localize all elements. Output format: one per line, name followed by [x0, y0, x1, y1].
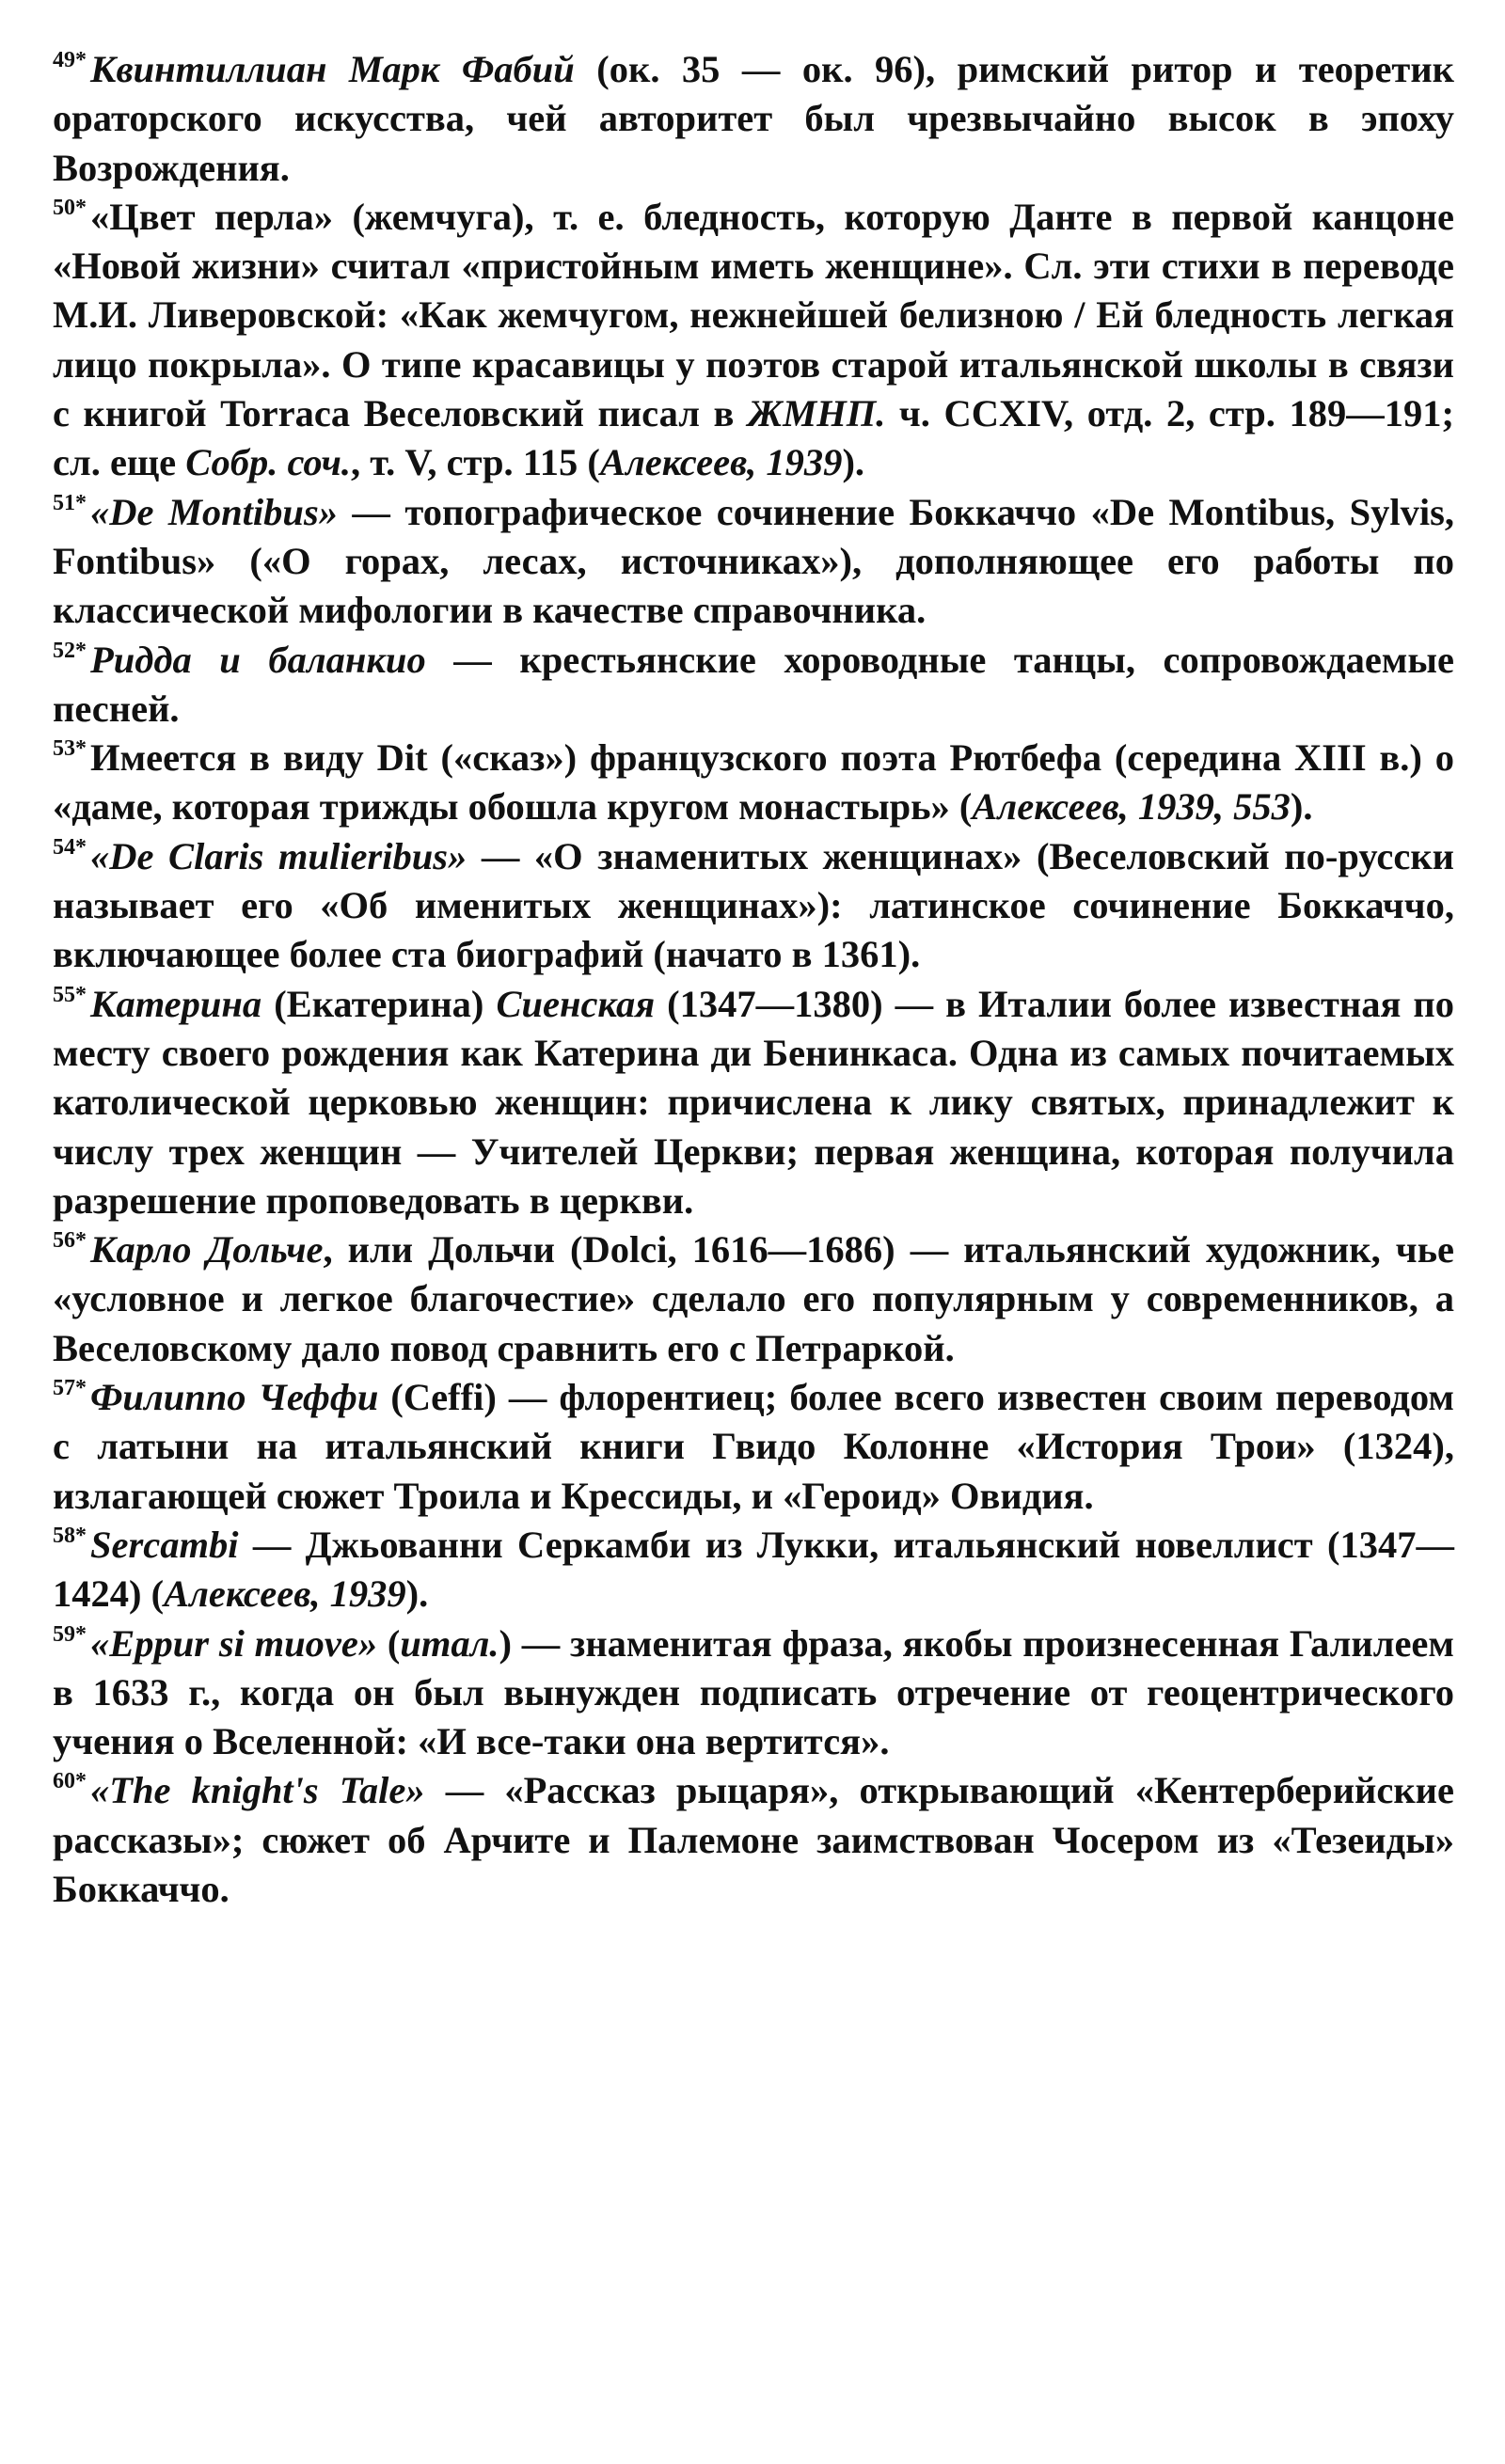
footnote-number: 55*: [53, 982, 87, 1007]
footnote-italic-text: Собр. соч.: [185, 441, 352, 484]
footnote-text: ).: [405, 1572, 429, 1616]
footnotes-page: [53, 45, 1454, 1914]
footnote-58: [53, 1521, 1454, 1619]
footnote-text: ч. CCXIV, отд. 2, стр. 189—191; сл. еще: [53, 392, 1454, 484]
footnote-italic-text: «Eppur si muove»: [90, 1621, 378, 1665]
footnote-59: [53, 1619, 1454, 1767]
footnote-text: ) — знаменитая фраза, якобы произнесенная Галилеем в 1633 г., когда он был вынужден подписать отречение от геоцентрического учения о Вселенной: «И все-таки она вертится».: [53, 1621, 1454, 1763]
footnote-italic-text: Ридда и баланкио: [90, 638, 426, 681]
footnote-57: [53, 1373, 1454, 1521]
footnote-number: 49*: [53, 48, 87, 72]
footnote-text: (1347—1380) — в Италии более известная по месту своего рождения как Катерина ди Бенинкаса. Одна из самых почитаемых католической церковью женщин: причислена к лику святых, принадлежит к числу трех женщин — Учителей Церкви; первая женщина, которая получила разрешение проповедовать в церкви.: [53, 982, 1454, 1222]
footnote-49: [53, 45, 1454, 193]
footnote-text: — «О знаменитых женщинах» (Веселовский по-русски называет его «Об именитых женщинах»): латинское сочинение Боккаччо, включающее более ста биографий (начато в 1361).: [53, 834, 1454, 976]
footnote-italic-text: Сиенская: [496, 982, 656, 1025]
footnote-text: , или Дольчи (Dolci, 1616—1686) — итальянский художник, чье «условное и легкое благочестие» сделало его популярным у современников, а Веселовскому дало повод сравнить его с Петраркой.: [53, 1228, 1454, 1369]
footnote-54: [53, 832, 1454, 980]
footnote-text: — топографическое сочинение Боккаччо «De Montibus, Sylvis, Fontibus» («О горах, лесах, источниках»), дополняющее его работы по классической мифологии в качестве справочника.: [53, 490, 1454, 632]
footnote-text: (: [377, 1621, 401, 1665]
footnote-53: [53, 734, 1454, 832]
footnote-text: (ок. 35 — ок. 96), римский ритор и теоретик ораторского искусства, чей авторитет был чрезвычайно высок в эпоху Возрождения.: [53, 48, 1454, 189]
footnote-text: — «Рассказ рыцаря», открывающий «Кентерберийские рассказы»; сюжет об Арчите и Палемоне заимствован Чосером из «Тезеиды» Боккаччо.: [53, 1769, 1454, 1910]
footnote-number: 50*: [53, 195, 87, 220]
footnote-italic-text: Филиппо Чеффи: [90, 1376, 379, 1419]
footnote-number: 53*: [53, 736, 87, 762]
footnote-italic-text: «The knight's Tale»: [90, 1769, 425, 1812]
footnote-italic-text: Алексеев, 1939: [599, 441, 843, 484]
footnote-60: [53, 1766, 1454, 1914]
footnote-number: 57*: [53, 1376, 87, 1401]
footnote-italic-text: «De Claris mulieribus»: [90, 834, 467, 877]
footnote-number: 56*: [53, 1228, 87, 1254]
footnote-italic-text: Квинтиллиан Марк Фабий: [90, 48, 575, 90]
footnote-text: — Джьованни Серкамби из Лукки, итальянский новеллист (1347—1424) (: [53, 1523, 1454, 1616]
footnote-italic-text: ЖМНП.: [748, 392, 886, 435]
footnote-text: (Ceffi) — флорентиец; более всего известен своим переводом с латыни на итальянский книги Гвидо Колонне «История Трои» (1324), излагающей сюжет Троила и Крессиды, и «Героид» Овидия.: [53, 1376, 1454, 1517]
footnote-italic-text: Карло Дольче: [90, 1228, 324, 1271]
footnote-text: (Екатерина): [261, 982, 497, 1025]
footnote-number: 52*: [53, 638, 87, 663]
footnote-text: — крестьянские хороводные танцы, сопровождаемые песней.: [53, 638, 1454, 730]
footnote-text: ).: [1290, 785, 1313, 829]
footnote-italic-text: Алексеев, 1939, 553: [972, 785, 1291, 829]
footnote-text: ).: [842, 441, 865, 484]
footnote-italic-text: итал.: [400, 1621, 499, 1665]
footnote-number: 54*: [53, 834, 87, 860]
footnote-text: «Цвет перла» (жемчуга), т. е. бледность, которую Данте в первой канцоне «Новой жизни» считал «пристойным иметь женщине». Сл. эти стихи в переводе М.И. Ливеровской: «Как жемчугом, нежнейшей белизною / Ей бледность легкая лицо покрыла». О типе красавицы у поэтов старой итальянской школы в связи с книгой Torraca Веселовский писал в: [53, 195, 1454, 435]
footnote-italic-text: Алексеев, 1939: [164, 1572, 406, 1616]
footnote-number: 58*: [53, 1523, 87, 1548]
footnote-italic-text: Sercambi: [90, 1523, 239, 1566]
footnote-number: 51*: [53, 490, 87, 515]
footnote-55: [53, 980, 1454, 1225]
footnote-52: [53, 636, 1454, 734]
footnote-text: , т. V, стр. 115 (: [351, 441, 600, 484]
footnote-italic-text: Катерина: [90, 982, 262, 1025]
footnote-italic-text: «De Montibus»: [90, 490, 338, 533]
footnote-number: 60*: [53, 1769, 87, 1794]
footnote-51: [53, 488, 1454, 636]
footnote-50: [53, 193, 1454, 488]
footnote-56: [53, 1225, 1454, 1373]
footnote-text: Имеется в виду Dit («сказ») французского поэта Рютбефа (середина XIII в.) о «даме, которая трижды обошла кругом монастырь» (: [53, 736, 1454, 829]
footnote-number: 59*: [53, 1621, 87, 1647]
